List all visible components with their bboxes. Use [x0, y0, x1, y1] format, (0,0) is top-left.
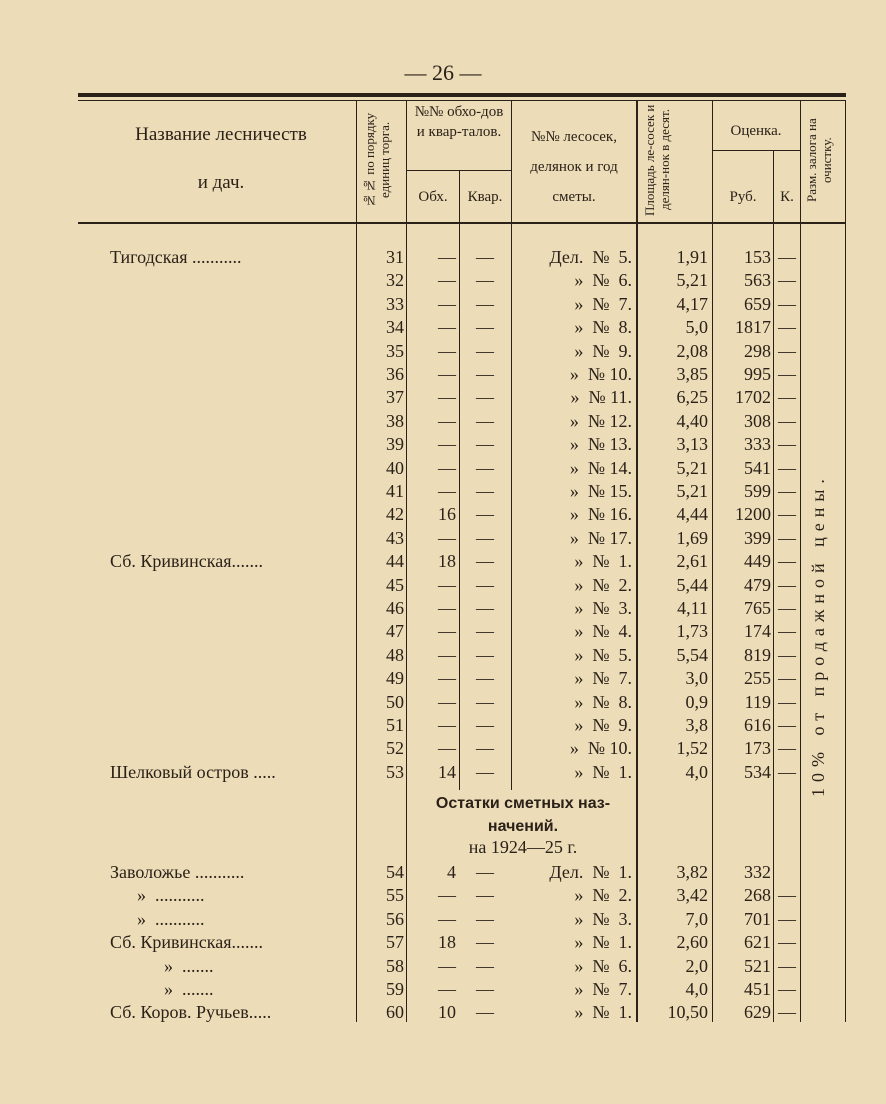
- cell-area: 5,44: [676, 574, 708, 595]
- cell-n: 54: [386, 862, 404, 882]
- page-number: — 26 —: [404, 60, 482, 85]
- cell-kvar: —: [476, 410, 494, 431]
- cell-kvar: —: [476, 317, 494, 338]
- cell-name: Сб. Коров. Ручьев.....: [110, 1002, 272, 1023]
- cell-n: 49: [386, 668, 404, 689]
- cell-obkh: —: [438, 668, 456, 689]
- cell-kvar: —: [476, 364, 494, 384]
- cell-k: —: [778, 644, 796, 665]
- cell-area: 3,0: [685, 668, 708, 689]
- cell-name: [110, 526, 350, 550]
- cell-k: —: [778, 270, 796, 291]
- cell-obkh: 18: [438, 932, 456, 953]
- cell-kvar: —: [476, 551, 494, 572]
- remainder-note-3: на 1924—25 г.: [468, 837, 578, 857]
- header-lesosek: №№ лесосек, делянок и год сметы.: [530, 129, 618, 205]
- col-divider: [511, 100, 512, 790]
- cell-area: 2,0: [685, 955, 708, 976]
- cell-rub: 616: [744, 715, 771, 735]
- cell-rub: 1200: [735, 504, 771, 525]
- cell-kvar: —: [476, 644, 494, 665]
- cell-kvar: —: [476, 340, 494, 361]
- cell-del: » № 4.: [574, 621, 632, 642]
- subheader-rule: [406, 170, 511, 171]
- cell-area: 3,13: [676, 434, 708, 455]
- cell-del: » № 7.: [574, 293, 632, 314]
- cell-area: 3,82: [676, 862, 708, 882]
- cell-rub: 479: [744, 574, 771, 595]
- cell-del: » № 12.: [569, 410, 632, 431]
- cell-name: [110, 362, 350, 386]
- cell-del: » № 15.: [569, 481, 632, 501]
- cell-obkh: —: [438, 738, 456, 759]
- cell-area: 4,0: [685, 761, 708, 782]
- cell-obkh: —: [438, 270, 456, 291]
- cell-del: » № 7.: [574, 668, 632, 689]
- col-divider: [636, 100, 638, 1022]
- cell-area: 5,0: [685, 317, 708, 338]
- header-rub: Руб.: [729, 189, 757, 205]
- cell-name: [110, 339, 350, 363]
- col-divider: [845, 100, 846, 1022]
- cell-obkh: —: [438, 293, 456, 314]
- cell-n: 38: [386, 410, 404, 431]
- col-divider: [773, 150, 774, 1022]
- cell-rub: 1702: [735, 387, 771, 408]
- cell-del: » № 10.: [569, 364, 632, 384]
- cell-kvar: —: [476, 481, 494, 501]
- cell-del: » № 8.: [574, 691, 632, 712]
- cell-rub: 659: [744, 293, 771, 314]
- cell-kvar: —: [476, 932, 494, 953]
- cell-area: 3,85: [676, 364, 708, 384]
- cell-del: » № 1.: [574, 1002, 632, 1023]
- cell-obkh: —: [438, 691, 456, 712]
- cell-kvar: —: [476, 862, 494, 882]
- cell-area: 1,69: [676, 527, 708, 548]
- cell-name: [110, 736, 350, 760]
- cell-del: » № 7.: [574, 979, 632, 999]
- header-name: Название лесничеств: [135, 124, 307, 145]
- cell-name: [110, 643, 350, 667]
- cell-rub: 153: [744, 247, 771, 267]
- cell-rub: 995: [744, 364, 771, 384]
- cell-k: —: [778, 574, 796, 595]
- cell-n: 60: [386, 1002, 404, 1023]
- cell-n: 46: [386, 598, 404, 618]
- cell-area: 5,21: [676, 481, 708, 501]
- cell-area: 7,0: [685, 908, 708, 929]
- cell-name: [110, 315, 350, 339]
- cell-n: 41: [386, 481, 404, 501]
- cell-rub: 599: [744, 481, 771, 501]
- cell-del: » № 6.: [574, 270, 632, 291]
- cell-rub: 332: [744, 862, 771, 882]
- cell-area: 0,9: [685, 691, 708, 712]
- cell-area: 3,42: [676, 885, 708, 906]
- cell-rub: 765: [744, 598, 771, 618]
- cell-rub: 308: [744, 410, 771, 431]
- cell-obkh: —: [438, 621, 456, 642]
- cell-area: 4,11: [677, 598, 708, 618]
- cell-n: 47: [386, 621, 404, 642]
- cell-obkh: —: [438, 387, 456, 408]
- cell-k: —: [778, 410, 796, 431]
- cell-kvar: —: [476, 738, 494, 759]
- header-kvar: Квар.: [467, 189, 503, 205]
- cell-n: 56: [386, 908, 404, 929]
- cell-area: 1,91: [676, 247, 708, 267]
- cell-n: 35: [386, 340, 404, 361]
- cell-area: 3,8: [685, 715, 708, 735]
- header-ocenka: Оценка.: [730, 123, 782, 139]
- top-rule-thin: [78, 100, 846, 101]
- cell-name: [110, 596, 350, 620]
- cell-area: 2,08: [676, 340, 708, 361]
- cell-area: 5,21: [676, 270, 708, 291]
- cell-kvar: —: [476, 1002, 494, 1023]
- cell-obkh: —: [438, 317, 456, 338]
- cell-obkh: 16: [438, 504, 456, 525]
- cell-k: —: [778, 598, 796, 618]
- cell-kvar: —: [476, 504, 494, 525]
- cell-n: 55: [386, 885, 404, 906]
- cell-obkh: —: [438, 598, 456, 618]
- cell-rub: 333: [744, 434, 771, 455]
- cell-name: » ...........: [110, 885, 205, 906]
- cell-kvar: —: [476, 527, 494, 548]
- cell-obkh: 14: [438, 761, 456, 782]
- cell-del: » № 5.: [574, 644, 632, 665]
- cell-name: [110, 666, 350, 690]
- cell-obkh: —: [438, 955, 456, 976]
- cell-name: [110, 713, 350, 737]
- cell-area: 4,44: [676, 504, 708, 525]
- cell-rub: 449: [744, 551, 771, 572]
- col-divider: [459, 170, 460, 790]
- cell-k: —: [778, 387, 796, 408]
- cell-kvar: —: [476, 270, 494, 291]
- cell-k: —: [778, 247, 796, 267]
- cell-kvar: —: [476, 621, 494, 642]
- cell-name: Заволожье ...........: [110, 862, 245, 882]
- header-obkh: Обх.: [418, 189, 448, 205]
- cell-del: » № 2.: [574, 574, 632, 595]
- cell-obkh: —: [438, 457, 456, 478]
- col-divider: [356, 100, 357, 1022]
- cell-rub: 173: [744, 738, 771, 759]
- cell-area: 4,17: [676, 293, 708, 314]
- cell-area: 2,60: [676, 932, 708, 953]
- cell-k: —: [778, 551, 796, 572]
- col-divider: [712, 100, 713, 1022]
- cell-k: —: [778, 691, 796, 712]
- cell-del: Дел. № 5.: [549, 247, 632, 267]
- cell-area: 10,50: [667, 1002, 708, 1023]
- cell-name: [110, 690, 350, 714]
- cell-k: —: [778, 668, 796, 689]
- cell-rub: 399: [744, 527, 771, 548]
- cell-obkh: 10: [438, 1002, 456, 1023]
- cell-obkh: —: [438, 434, 456, 455]
- cell-obkh: —: [438, 340, 456, 361]
- remainder-note-2: начений.: [487, 818, 559, 835]
- cell-name: [110, 502, 350, 526]
- subheader-rule: [712, 150, 800, 151]
- cell-area: 4,40: [676, 410, 708, 431]
- header-bottom-rule: [78, 222, 846, 224]
- cell-del: » № 13.: [569, 434, 632, 455]
- cell-kvar: —: [476, 955, 494, 976]
- cell-k: —: [778, 364, 796, 384]
- cell-obkh: —: [438, 410, 456, 431]
- cell-k: —: [778, 434, 796, 455]
- cell-obkh: —: [438, 908, 456, 929]
- cell-name: » .......: [110, 979, 214, 999]
- cell-kvar: —: [476, 668, 494, 689]
- cell-name: [110, 432, 350, 456]
- cell-k: —: [778, 761, 796, 782]
- cell-kvar: —: [476, 908, 494, 929]
- cell-n: 43: [386, 527, 404, 548]
- cell-name: [110, 619, 350, 643]
- cell-del: » № 16.: [569, 504, 632, 525]
- cell-area: 4,0: [685, 979, 708, 999]
- cell-rub: 255: [744, 668, 771, 689]
- cell-name: [110, 268, 350, 292]
- cell-area: 5,54: [676, 644, 708, 665]
- cell-name: » .......: [110, 955, 214, 976]
- cell-n: 44: [386, 551, 404, 572]
- cell-k: —: [778, 1002, 796, 1023]
- cell-kvar: —: [476, 293, 494, 314]
- cell-n: 51: [386, 715, 404, 735]
- cell-area: 6,25: [676, 387, 708, 408]
- cell-obkh: —: [438, 574, 456, 595]
- header-name-2: и дач.: [197, 172, 245, 193]
- cell-obkh: —: [438, 527, 456, 548]
- cell-rub: 298: [744, 340, 771, 361]
- cell-kvar: —: [476, 457, 494, 478]
- cell-del: » № 3.: [574, 598, 632, 618]
- cell-k: —: [778, 340, 796, 361]
- cell-del: » № 17.: [569, 527, 632, 548]
- col-divider: [406, 100, 407, 1022]
- cell-kvar: —: [476, 387, 494, 408]
- cell-kvar: —: [476, 885, 494, 906]
- header-kop: К.: [780, 189, 794, 205]
- cell-del: » № 11.: [570, 387, 632, 408]
- cell-del: » № 2.: [574, 885, 632, 906]
- cell-del: » № 1.: [574, 761, 632, 782]
- cell-k: —: [778, 908, 796, 929]
- cell-k: —: [778, 527, 796, 548]
- cell-rub: 521: [744, 955, 771, 976]
- cell-kvar: —: [476, 715, 494, 735]
- cell-obkh: 18: [438, 551, 456, 572]
- cell-area: 1,73: [676, 621, 708, 642]
- cell-k: —: [778, 504, 796, 525]
- cell-n: 31: [386, 247, 404, 267]
- cell-n: 39: [386, 434, 404, 455]
- cell-k: —: [778, 885, 796, 906]
- cell-rub: 629: [744, 1002, 771, 1023]
- cell-kvar: —: [476, 691, 494, 712]
- cell-n: 37: [386, 387, 404, 408]
- cell-rub: 541: [744, 457, 771, 478]
- cell-n: 34: [386, 317, 404, 338]
- cell-k: —: [778, 317, 796, 338]
- cell-obkh: —: [438, 715, 456, 735]
- cell-kvar: —: [476, 979, 494, 999]
- cell-kvar: —: [476, 761, 494, 782]
- top-rule-thick: [78, 93, 846, 97]
- cell-area: 5,21: [676, 457, 708, 478]
- cell-obkh: 4: [447, 862, 456, 882]
- cell-name: » ...........: [110, 908, 205, 929]
- cell-del: » № 6.: [574, 955, 632, 976]
- cell-name: Сб. Кривинская.......: [110, 551, 264, 572]
- cell-n: 48: [386, 644, 404, 665]
- cell-del: » № 14.: [569, 457, 632, 478]
- cell-name: Сб. Кривинская.......: [110, 932, 264, 953]
- cell-obkh: —: [438, 364, 456, 384]
- cell-name: [110, 456, 350, 480]
- cell-del: » № 3.: [574, 908, 632, 929]
- cell-k: —: [778, 621, 796, 642]
- cell-k: —: [778, 932, 796, 953]
- cell-n: 59: [386, 979, 404, 999]
- cell-rub: 451: [744, 979, 771, 999]
- cell-del: » № 1.: [574, 551, 632, 572]
- cell-rub: 174: [744, 621, 771, 642]
- cell-kvar: —: [476, 247, 494, 267]
- cell-del: » № 1.: [574, 932, 632, 953]
- cell-obkh: —: [438, 481, 456, 501]
- cell-del: » № 8.: [574, 317, 632, 338]
- cell-rub: 621: [744, 932, 771, 953]
- cell-k: —: [778, 738, 796, 759]
- cell-k: —: [778, 955, 796, 976]
- cell-name: [110, 479, 350, 503]
- cell-n: 57: [386, 932, 404, 953]
- cell-kvar: —: [476, 574, 494, 595]
- header-obkhod: №№ обхо-дов и квар-талов.: [414, 104, 504, 140]
- header-area: Площадь ле-сосек и делян-нок в десят.: [642, 104, 672, 216]
- cell-obkh: —: [438, 247, 456, 267]
- cell-n: 53: [386, 761, 404, 782]
- cell-n: 52: [386, 738, 404, 759]
- cell-n: 33: [386, 293, 404, 314]
- cell-del: » № 9.: [574, 340, 632, 361]
- cell-name: Тигодская ...........: [110, 247, 242, 267]
- cell-kvar: —: [476, 598, 494, 618]
- cell-n: 40: [386, 457, 404, 478]
- cell-kvar: —: [476, 434, 494, 455]
- cell-name: [110, 385, 350, 409]
- cell-rub: 819: [744, 644, 771, 665]
- cell-k: [775, 860, 799, 884]
- cell-rub: 534: [744, 761, 771, 782]
- cell-del: » № 9.: [574, 715, 632, 735]
- cell-k: —: [778, 481, 796, 501]
- cell-k: —: [778, 979, 796, 999]
- cell-rub: 268: [744, 885, 771, 906]
- cell-area: 2,61: [676, 551, 708, 572]
- cell-name: [110, 573, 350, 597]
- cell-rub: 119: [744, 691, 771, 712]
- cell-name: Шелковый остров .....: [110, 761, 276, 782]
- cell-k: —: [778, 293, 796, 314]
- cell-area: 1,52: [676, 738, 708, 759]
- cell-del: Дел. № 1.: [549, 862, 632, 882]
- cell-k: —: [778, 715, 796, 735]
- cell-k: —: [778, 457, 796, 478]
- cell-n: 42: [386, 504, 404, 525]
- cell-rub: 1817: [735, 317, 771, 338]
- cell-rub: 563: [744, 270, 771, 291]
- cell-rub: 701: [744, 908, 771, 929]
- cell-obkh: —: [438, 979, 456, 999]
- cell-obkh: —: [438, 885, 456, 906]
- cell-n: 36: [386, 364, 404, 384]
- cell-n: 50: [386, 691, 404, 712]
- side-note: 10% от продажной цены.: [808, 473, 828, 797]
- cell-obkh: —: [438, 644, 456, 665]
- header-number: №№ по порядку единиц торга.: [362, 112, 392, 208]
- cell-n: 32: [386, 270, 404, 291]
- cell-name: [110, 409, 350, 433]
- col-divider: [800, 100, 801, 1022]
- cell-del: » № 10.: [569, 738, 632, 759]
- cell-n: 58: [386, 955, 404, 976]
- cell-n: 45: [386, 574, 404, 595]
- header-zalog: Разм. залога на очистку.: [804, 118, 834, 202]
- remainder-note-1: Остатки сметных наз-: [435, 795, 611, 812]
- cell-name: [110, 292, 350, 316]
